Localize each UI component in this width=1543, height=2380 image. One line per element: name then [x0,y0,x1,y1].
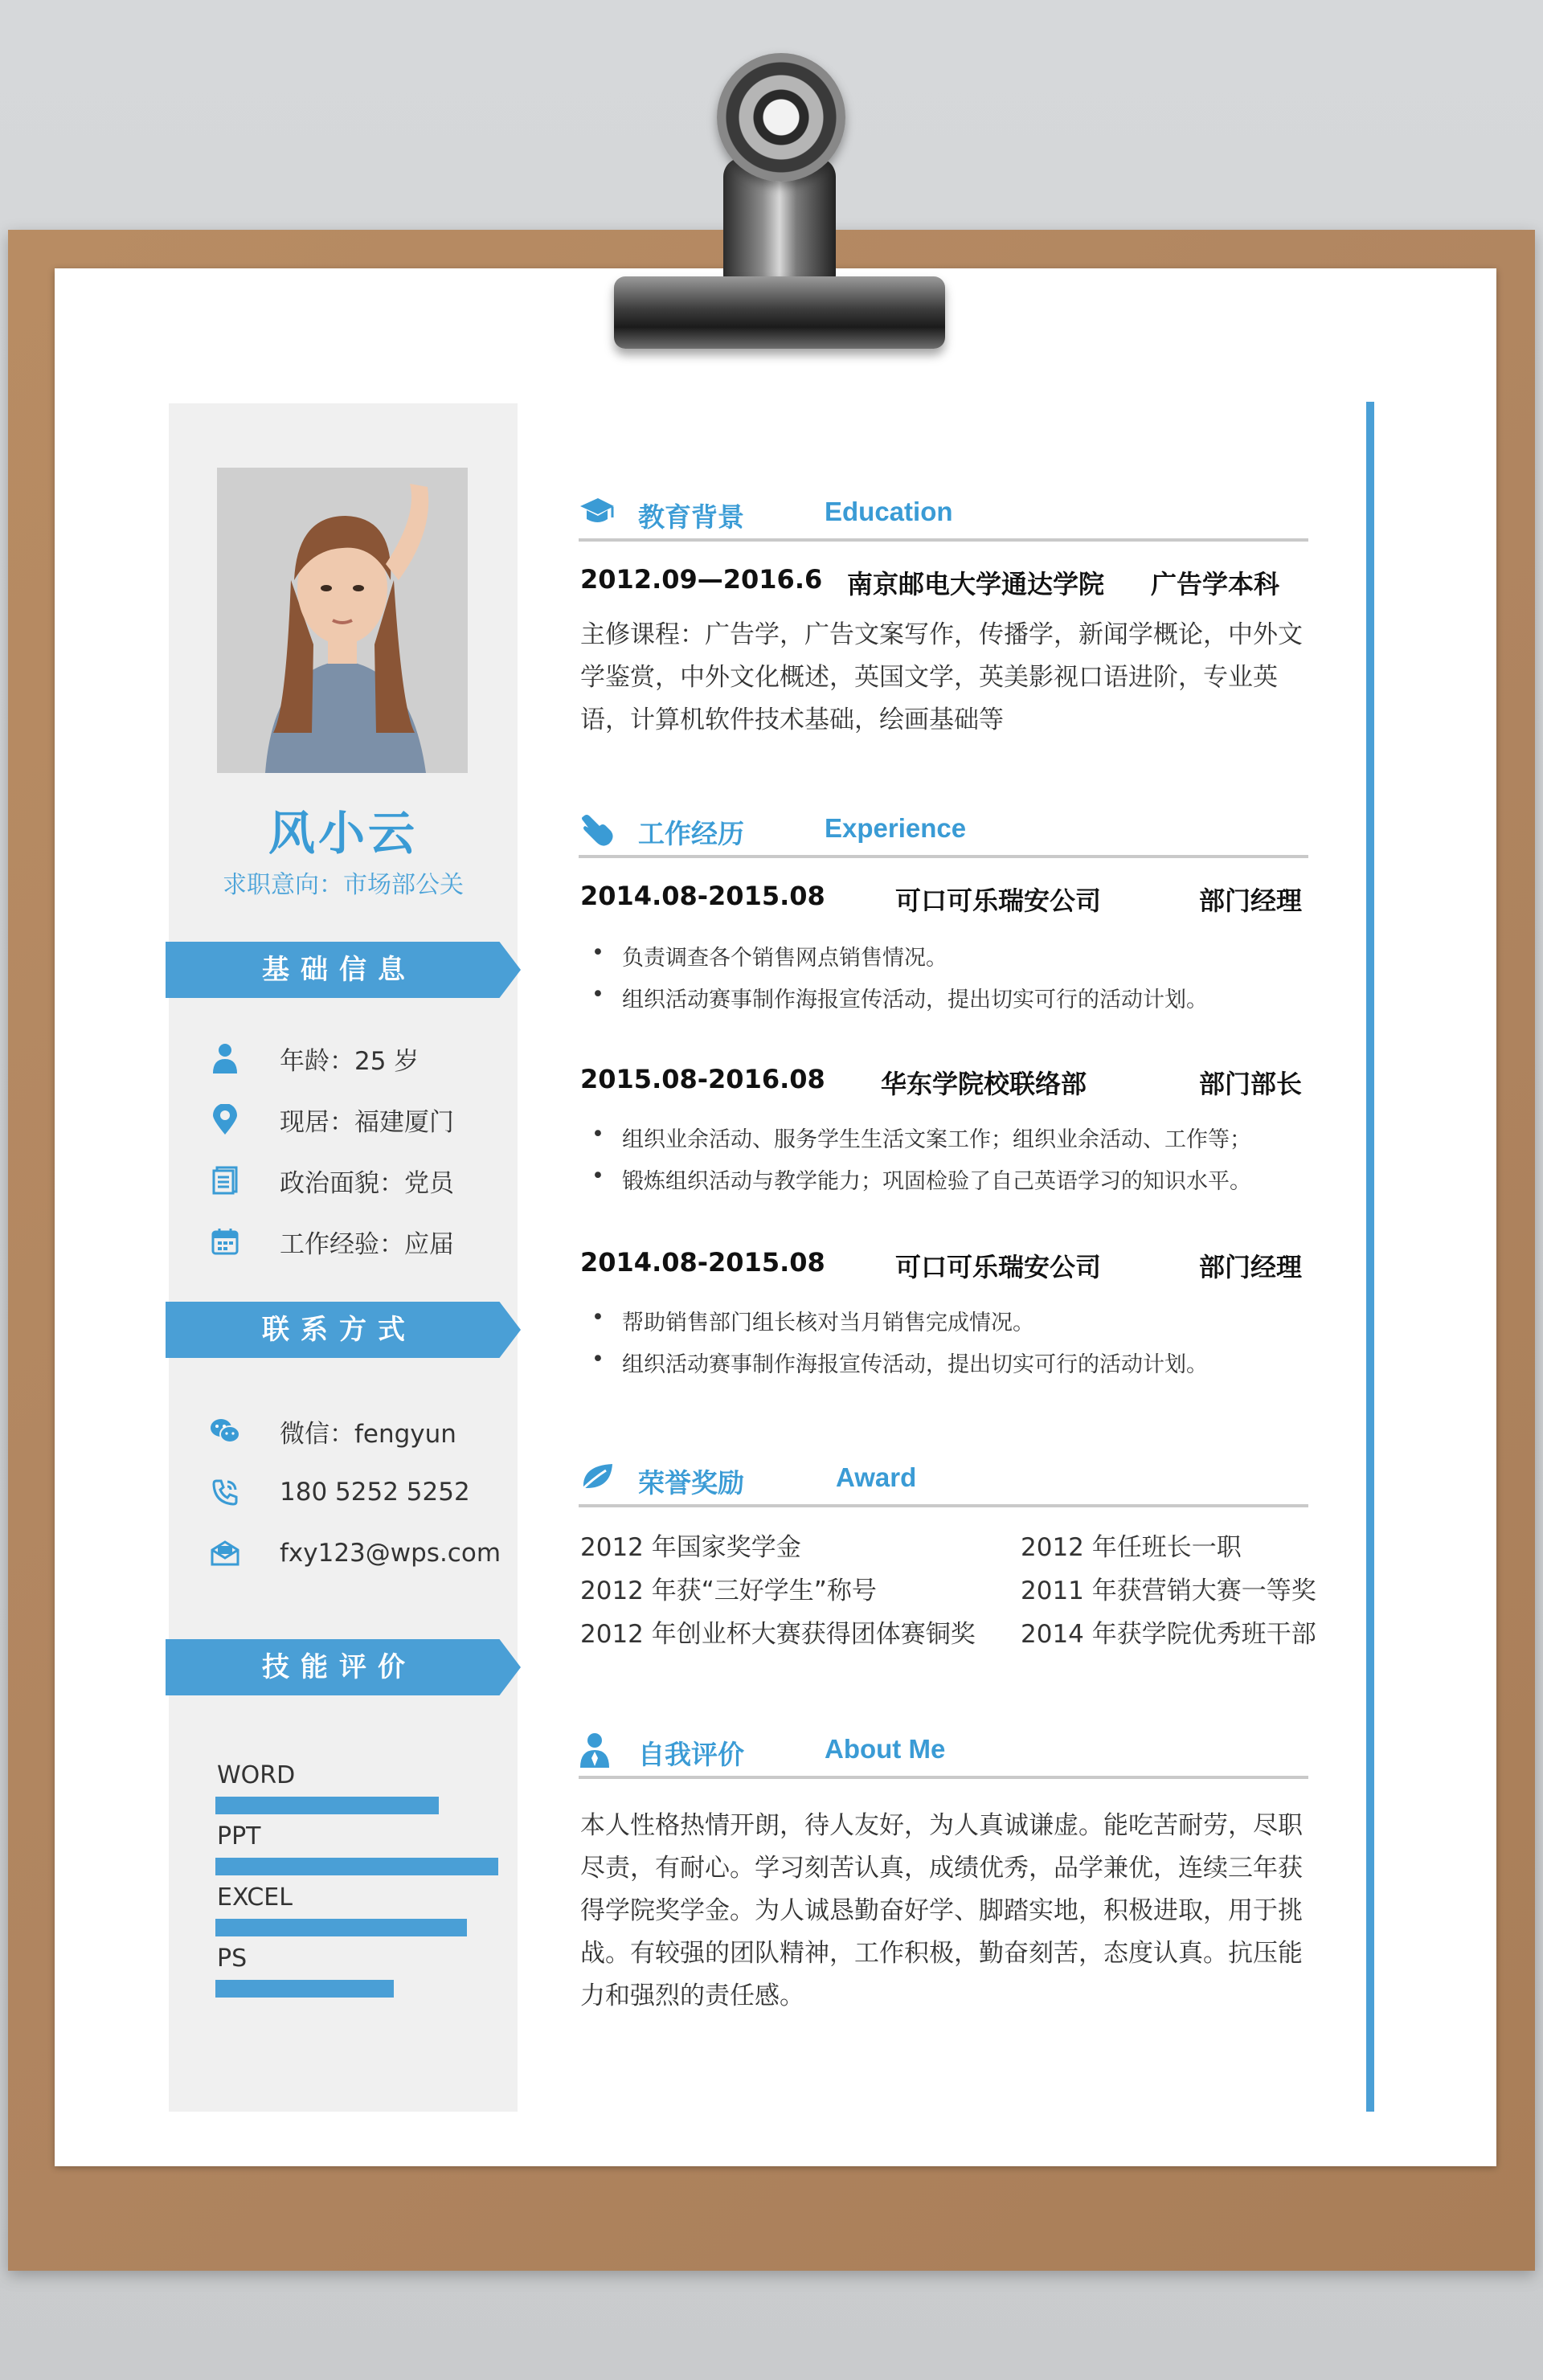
wechat-icon [207,1413,243,1449]
job-3-item-2: • 组织活动赛事制作海报宣传活动，提出切实可行的活动计划。 [593,1347,1208,1378]
job-intent: 求职意向：市场部公关 [223,871,464,899]
graduation-cap-icon [579,495,616,532]
profile-photo [217,468,468,773]
award-left-1: 2012 年国家奖学金 [580,1533,801,1562]
skill-ps-bar [215,1980,394,1998]
binder-clip [614,276,945,349]
skill-ps-label: PS [217,1944,248,1973]
contact-wechat: 微信：fengyun [207,1411,456,1451]
job-2-item-1: • 组织业余活动、服务学生生活文案工作；组织业余活动、工作等； [593,1122,1251,1153]
section-about: 自我评价 About Me [579,1728,1308,1779]
ribbon-contact [166,1302,537,1358]
about-text: 本人性格热情开朗，待人友好，为人真诚谦虚。能吃苦耐劳，尽职尽责，有耐心。学习刻苦认真，成绩优秀，品学兼优，连续三年获得学院奖学金。为人诚恳勤奋好学、脚踏实地，积极进取，用于挑战。有较强的团队精神，工作积极，勤奋刻苦，态度认真。抗压能力和强烈的责任感。 [580,1811,1303,2010]
info-residence: 现居：福建厦门 [207,1099,454,1139]
right-accent-line [1366,402,1374,2112]
info-age: 年龄：25 岁 [207,1038,419,1078]
job-1-item-1: • 负责调查各个销售网点销售情况。 [593,940,947,971]
section-education: 教育背景 Education [579,490,1308,542]
mail-icon [207,1536,243,1571]
person-icon [579,1732,616,1769]
hand-pointer-icon [579,812,616,849]
skill-ppt-bar [215,1858,498,1875]
education-courses: 主修课程：广告学，广告文案写作，传播学，新闻学概论，中外文学鉴赏，中外文化概述，英国文学，英美影视口语进阶，专业英语，计算机软件技术基础，绘画基础等 [580,620,1303,734]
binder-clip-ring [717,53,845,182]
section-experience: 工作经历 Experience [579,807,1308,858]
skill-ppt-label: PPT [217,1822,261,1850]
document-icon [207,1163,243,1198]
ribbon-skills [166,1639,537,1695]
award-left-3: 2012 年创业杯大赛获得团体赛铜奖 [580,1620,976,1649]
award-right-1: 2012 年任班长一职 [1021,1533,1242,1562]
phone-icon [207,1474,243,1510]
contact-email: fxy123@wps.com [207,1533,501,1573]
candidate-name: 风小云 [268,806,418,861]
ribbon-basic-info [166,942,537,998]
leaf-icon [579,1461,616,1498]
contact-phone: 180 5252 5252 [207,1472,470,1512]
job-1-item-2: • 组织活动赛事制作海报宣传活动，提出切实可行的活动计划。 [593,982,1208,1013]
job-2-item-2: • 锻炼组织活动与教学能力；巩固检验了自己英语学习的知识水平。 [593,1163,1251,1195]
award-right-2: 2011 年获营销大赛一等奖 [1021,1576,1316,1605]
award-right-3: 2014 年获学院优秀班干部 [1021,1620,1316,1649]
ribbon-skills-label: 技能评价 [262,1651,416,1683]
info-politics: 政治面貌：党员 [207,1160,454,1200]
ribbon-contact-label: 联系方式 [262,1314,416,1346]
info-experience: 工作经验：应届 [207,1221,454,1262]
location-pin-icon [207,1102,243,1137]
section-award: 荣誉奖励 Award [579,1456,1308,1507]
person-icon [207,1041,243,1076]
skill-word-bar [215,1797,439,1814]
skill-excel-label: EXCEL [217,1883,293,1912]
skill-excel-bar [215,1919,467,1936]
job-3-item-1: • 帮助销售部门组长核对当月销售完成情况。 [593,1305,1034,1336]
calendar-icon [207,1224,243,1259]
award-left-2: 2012 年获“三好学生”称号 [580,1576,877,1605]
skill-word-label: WORD [217,1761,296,1789]
ribbon-basic-info-label: 基础信息 [262,954,416,986]
